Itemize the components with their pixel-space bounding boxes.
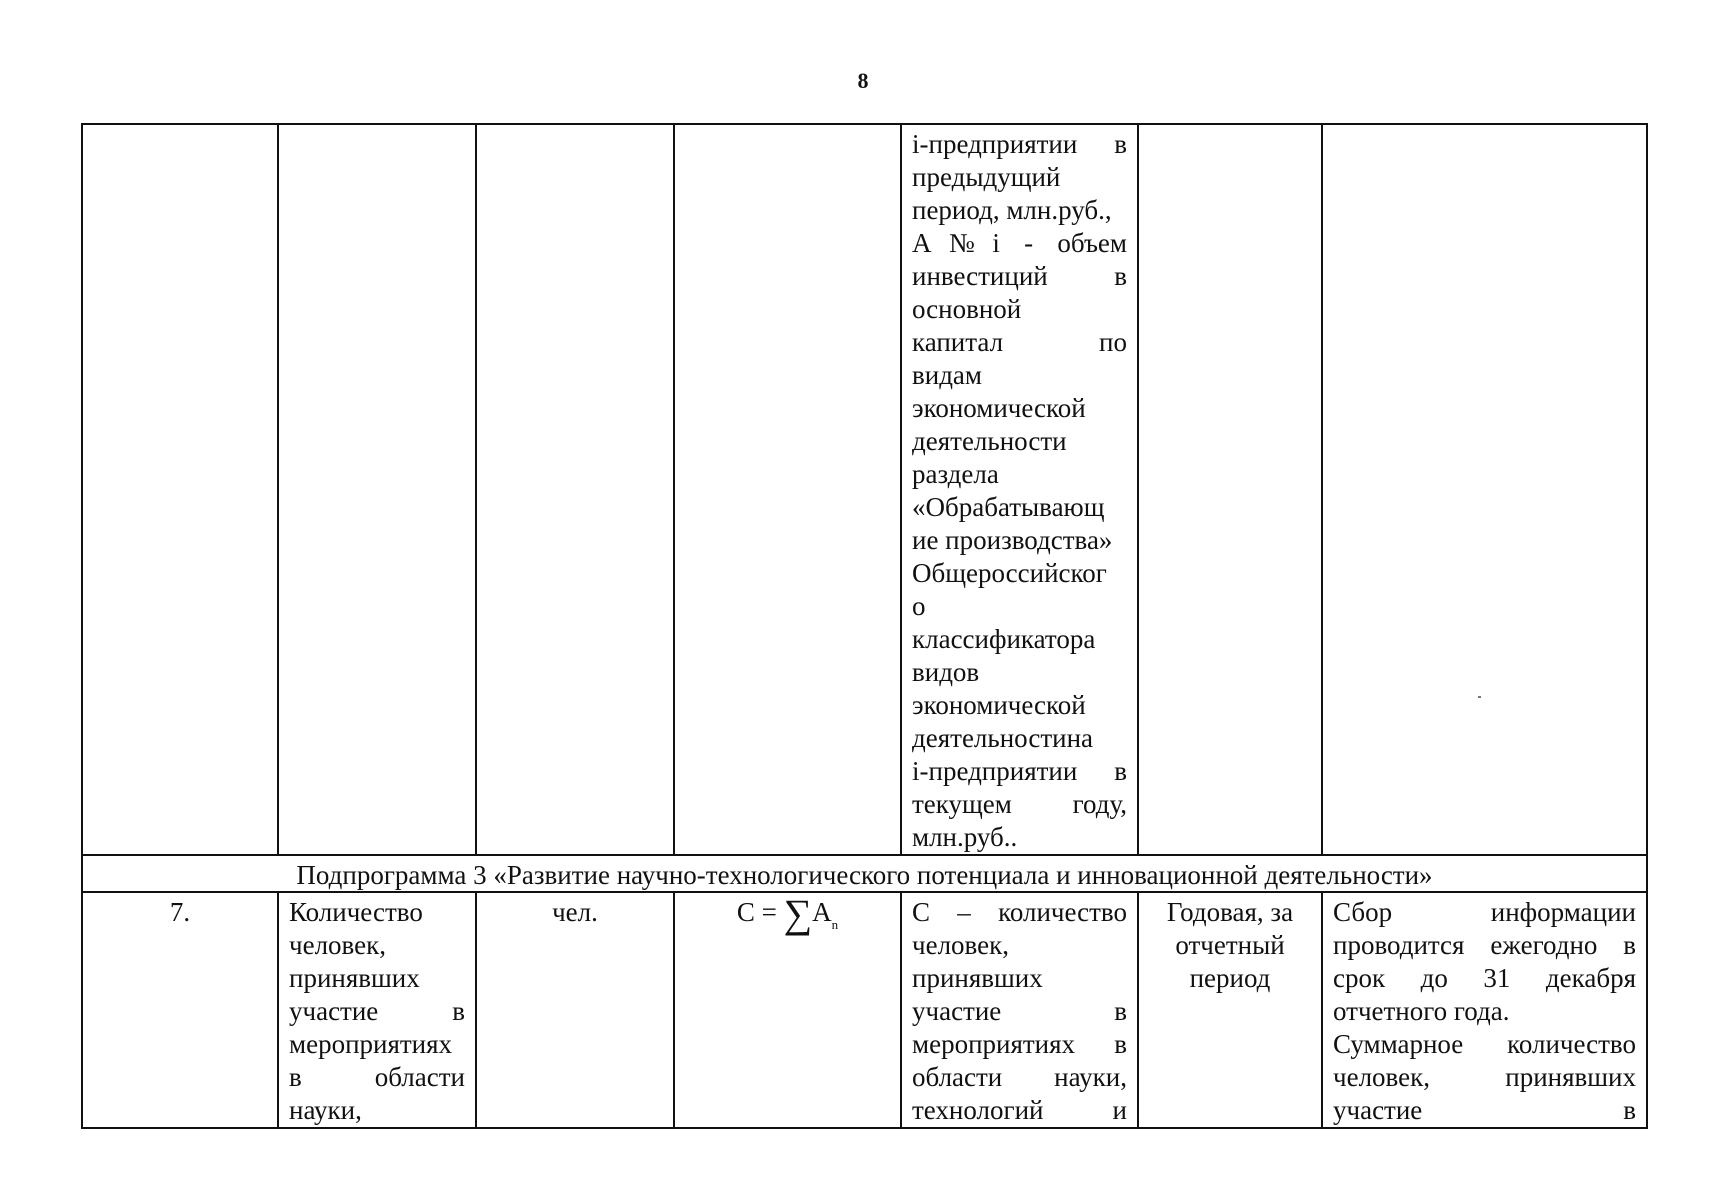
definition-line: области науки, — [912, 1062, 1127, 1092]
cell-indicator-empty — [278, 124, 476, 855]
cell-formula-empty — [674, 124, 901, 855]
definition-line: Общероссийског — [912, 558, 1107, 588]
definition-line: текущем году, — [912, 789, 1127, 819]
definition-line: экономической — [912, 393, 1086, 423]
indicator-name-cell — [278, 892, 476, 1128]
method-line: срок до 31 декабря — [1333, 963, 1636, 993]
definition-line: видов — [912, 657, 980, 687]
definition-line: принявших — [912, 963, 1043, 993]
definition-cell — [901, 892, 1138, 1128]
method-cell — [1322, 892, 1647, 1128]
unit-cell: чел. — [476, 892, 674, 1128]
formula-cell — [674, 892, 901, 1128]
subprogram-title: Подпрограмма 3 «Развитие научно-технологического потенциала и инновационной деятельности» — [82, 855, 1647, 892]
definition-line: инвестиций в — [912, 261, 1127, 291]
definition-line: i-предприятии в — [912, 756, 1127, 786]
definition-line: период, млн.руб., — [912, 195, 1112, 225]
method-line: участие в — [1333, 1095, 1636, 1125]
definition-line: человек, — [912, 930, 1009, 960]
definition-line: мероприятиях в — [912, 1029, 1127, 1059]
definition-line: участие в — [912, 996, 1127, 1026]
indicator-line: науки, — [289, 1095, 362, 1125]
definition-line: «Обрабатывающ — [912, 492, 1105, 522]
definition-line: о — [912, 591, 926, 621]
indicator-line: человек, — [289, 930, 386, 960]
definition-line: C – количество — [912, 897, 1127, 927]
indicator-line: мероприятиях — [289, 1029, 453, 1059]
indicator-line: в области — [289, 1062, 465, 1092]
scan-speck — [1478, 696, 1481, 698]
definition-line: A№i - объем — [912, 228, 1127, 258]
formula-lhs: C = — [736, 897, 777, 927]
method-line: отчетного года. — [1333, 996, 1510, 1026]
formula-subscript: n — [831, 917, 839, 932]
formula — [736, 892, 839, 941]
continuation-row — [82, 124, 1647, 855]
indicator-line: участие в — [289, 996, 465, 1026]
method-line: Сбор информации — [1333, 897, 1636, 927]
cell-periodicity-empty — [1138, 124, 1322, 855]
definition-line: экономической — [912, 690, 1086, 720]
cell-method-empty — [1322, 124, 1647, 855]
indicator-line: принявших — [289, 963, 420, 993]
table-row — [82, 892, 1647, 1128]
cell-definition-continued — [901, 124, 1138, 855]
definition-line: классификатора — [912, 624, 1096, 654]
cell-number-empty — [82, 124, 278, 855]
subprogram-row — [82, 855, 1647, 892]
indicator-table — [81, 123, 1648, 1129]
definition-line: ие производства» — [912, 525, 1113, 555]
definition-line: капитал по — [912, 327, 1127, 357]
definition-line: видам — [912, 360, 983, 390]
row-number: 7. — [82, 892, 278, 1128]
definition-line: предыдущий — [912, 162, 1061, 192]
formula-variable: A — [812, 897, 832, 927]
definition-line: раздела — [912, 459, 999, 489]
definition-line: млн.руб.. — [912, 822, 1018, 852]
method-line: человек, принявших — [1333, 1062, 1636, 1092]
method-line: Суммарное количество — [1333, 1029, 1636, 1059]
definition-line: основной — [912, 294, 1022, 324]
method-line: проводится ежегодно в — [1333, 930, 1636, 960]
indicator-line: Количество — [289, 897, 423, 927]
definition-line: технологий и — [912, 1095, 1127, 1125]
page-number: 8 — [857, 68, 869, 93]
definition-line: деятельностина — [912, 723, 1093, 753]
definition-line: деятельности — [912, 426, 1067, 456]
periodicity-cell: Годовая, за отчетный период — [1138, 892, 1322, 1128]
cell-unit-empty — [476, 124, 674, 855]
sum-symbol: ∑ — [783, 892, 813, 936]
definition-line: i-предприятии в — [912, 129, 1127, 159]
